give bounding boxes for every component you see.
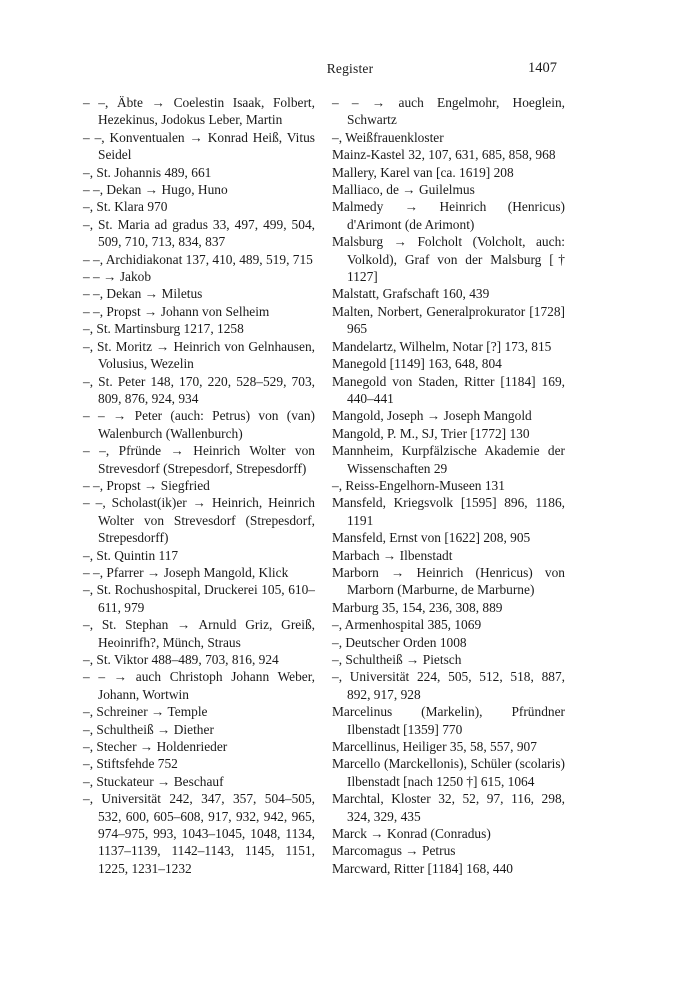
page-number: 1407 [528,60,557,76]
index-entry: Marcomagus → Petrus [332,843,456,859]
index-entry: Marbach → Ilbenstadt [332,547,453,563]
index-entry: – –, Dekan → Hugo, Huno [83,182,228,198]
index-entry: –, Universität 224, 505, 512, 518, 887, 892, 917, 928 [332,669,565,702]
index-entry: Marcellinus, Heiliger 35, 58, 557, 907 [332,739,537,755]
index-entry: –, Stiftsfehde 752 [83,756,178,772]
index-entry: –, Reiss-Engelhorn-Museen 131 [332,477,505,493]
index-entry: –, Schultheiß → Pietsch [332,652,462,667]
index-entry: –, St. Stephan → Arnuld Griz, Greiß, Heoinrifh?, Münch, Straus [83,617,315,650]
index-entry: –, St. Klara 970 [83,199,168,215]
index-entry: Mainz-Kastel 32, 107, 631, 685, 858, 968 [332,147,556,163]
index-entry: Marchtal, Kloster 32, 52, 97, 116, 298, 324, 329, 435 [332,791,565,824]
index-entry: –, St. Maria ad gradus 33, 497, 499, 504, 509, 710, 713, 834, 837 [83,216,315,250]
page-title: Register [326,61,374,76]
index-entry: Marck → Konrad (Conradus) [332,826,491,842]
index-entry: –, St. Quintin 117 [83,547,179,563]
index-entry: –, St. Moritz → Heinrich von Gelnhausen, Volusius, Wezelin [83,338,315,372]
index-entry: Malten, Norbert, Generalprokurator [1728] 965 [332,303,565,337]
index-entry: Malstatt, Grafschaft 160, 439 [332,286,490,302]
index-entry: –, Deutscher Orden 1008 [332,634,467,650]
index-entry: Mansfeld, Kriegsvolk [1595] 896, 1186, 1191 [332,495,565,528]
index-column-left [83,94,315,877]
index-entry: Mandelartz, Wilhelm, Notar [?] 173, 815 [332,338,552,354]
index-entry: – –, Propst → Johann von Selheim [83,303,270,319]
index-entry: –, Armenhospital 385, 1069 [332,617,482,633]
index-entry: –, Weißfrauenkloster [332,129,444,145]
index-entry: –, St. Martinsburg 1217, 1258 [83,321,244,337]
index-entry: Mannheim, Kurpfälzische Akademie der Wissenschaften 29 [332,443,565,476]
index-entry: – –, Dekan → Miletus [83,286,203,302]
index-entry: –, St. Peter 148, 170, 220, 528–529, 703, 809, 876, 924, 934 [83,373,315,406]
index-entry: –, Universität 242, 347, 357, 504–505, 532, 600, 605–608, 917, 932, 942, 965, 974–975, 993, 1043–1045, 1048, 1134, 1137–1139, 1142–1143, 1145, 1151, 1225, 1231–1232 [83,791,315,876]
index-entry: Marcward, Ritter [1184] 168, 440 [332,860,513,876]
index-entry: – – → auch Engelmohr, Hoeglein, Schwartz [332,95,565,128]
index-entry: Mallery, Karel van [ca. 1619] 208 [332,164,514,180]
index-entry: – – → Jakob [83,269,152,285]
index-entry: Mangold, P. M., SJ, Trier [1772] 130 [332,425,530,441]
index-entry: – –, Propst → Siegfried [83,477,210,493]
index-entry: –, Schultheiß → Diether [83,721,214,737]
index-entry: – –, Konventualen → Konrad Heiß, Vitus Seidel [83,129,315,163]
index-entry: – – → auch Christoph Johann Weber, Johann, Wortwin [83,669,315,702]
index-entry: – –, Äbte → Coelestin Isaak, Folbert, Hezekinus, Jodokus Leber, Martin [83,95,315,128]
index-entry: – – → Peter (auch: Petrus) von (van) Walenburch (Wallenburch) [83,408,315,441]
index-entry: Malmedy → Heinrich (Henricus) d'Arimont (de Arimont) [332,199,565,232]
index-entry: Marburg 35, 154, 236, 308, 889 [332,599,503,615]
index-entry: –, St. Rochushospital, Druckerei 105, 610–611, 979 [83,582,315,615]
index-entry: Marcello (Marckellonis), Schüler (scolaris) Ilbenstadt [nach 1250 †] 615, 1064 [332,756,565,789]
index-entry: Malliaco, de → Guilelmus [332,182,475,198]
index-entry: Mangold, Joseph → Joseph Mangold [332,408,532,424]
index-entry: Malsburg → Folcholt (Volcholt, auch: Volkold), Graf von der Malsburg [† 1127] [332,234,565,285]
index-entry: Marcelinus (Markelin), Pfründner Ilbenstadt [1359] 770 [332,704,565,737]
index-entry: Manegold [1149] 163, 648, 804 [332,356,502,372]
index-entry: – –, Scholast(ik)er → Heinrich, Heinrich Wolter von Strevesdorf (Strepesdorf, Strepesdorff) [83,495,315,546]
index-entry: Manegold von Staden, Ritter [1184] 169, 440–441 [332,373,565,406]
index-entry: Marborn → Heinrich (Henricus) von Marborn (Marburne, de Marburne) [332,564,565,598]
index-entry: – –, Archidiakonat 137, 410, 489, 519, 715 [83,251,313,267]
index-entry: –, St. Johannis 489, 661 [83,164,212,180]
index-entry: –, Stuckateur → Beschauf [83,773,224,789]
index-entry: Mansfeld, Ernst von [1622] 208, 905 [332,530,531,546]
index-entry: –, Schreiner → Temple [83,704,208,720]
index-entry: –, Stecher → Holdenrieder [83,739,228,755]
index-column-right [332,94,565,877]
index-entry: –, St. Viktor 488–489, 703, 816, 924 [83,652,279,667]
index-entry: – –, Pfarrer → Joseph Mangold, Klick [83,564,289,580]
index-entry: – –, Pfründe → Heinrich Wolter von Strevesdorf (Strepesdorf, Strepesdorff) [83,443,315,476]
